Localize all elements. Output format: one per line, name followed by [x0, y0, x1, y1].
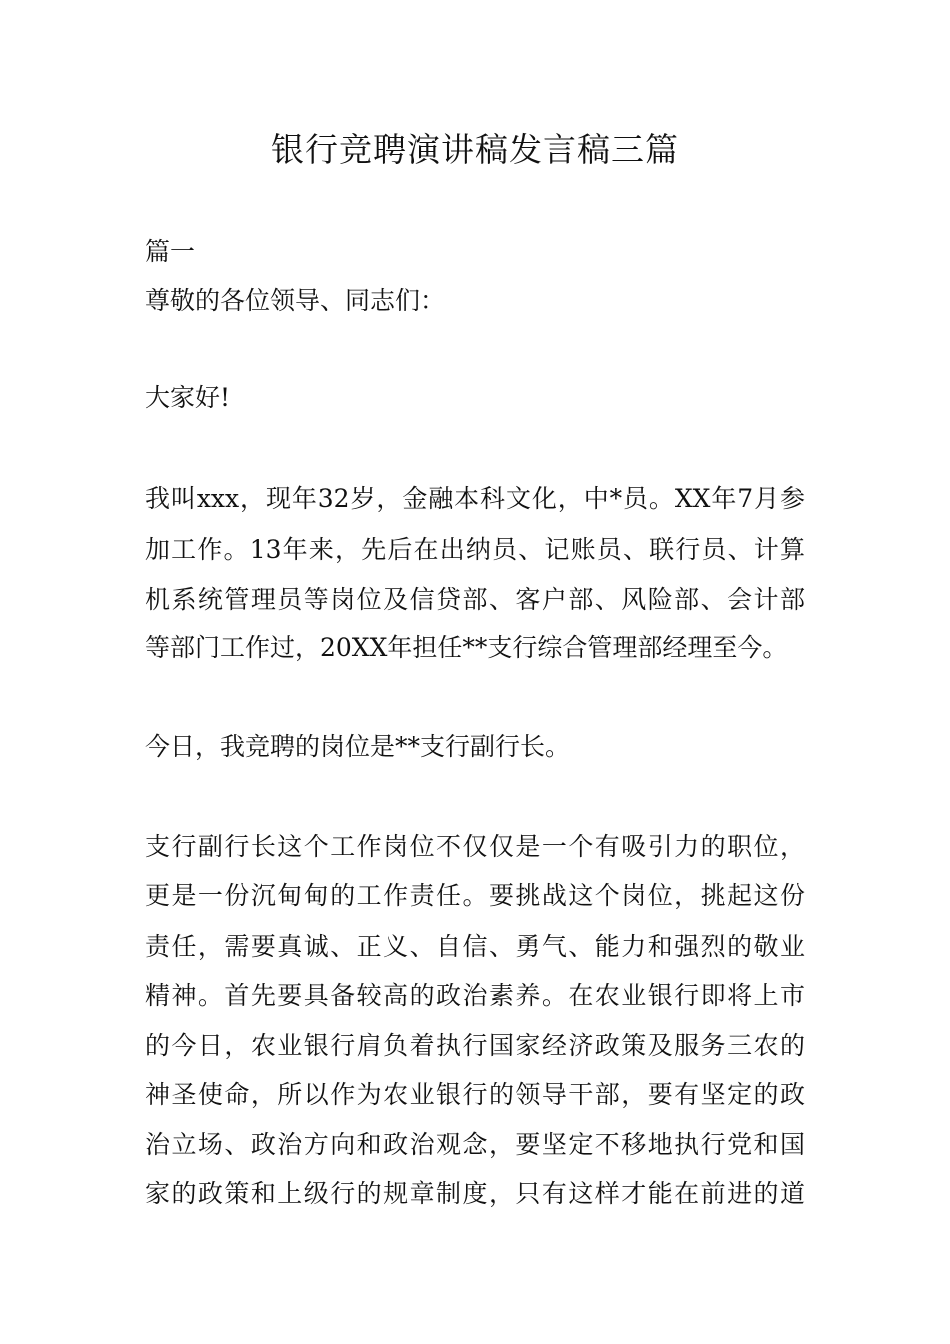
- salutation: 尊敬的各位领导、同志们：: [145, 286, 446, 315]
- paragraph-duty-line: 支行副行长这个工作岗位不仅仅是一个有吸引力的职位，: [145, 832, 805, 861]
- paragraph-intro-line: 加工作。13年来，先后在出纳员、记账员、联行员、计算: [145, 535, 805, 564]
- paragraph-intro-line: 机系统管理员等岗位及信贷部、客户部、风险部、会计部: [145, 585, 805, 614]
- paragraph-position: 今日，我竞聘的岗位是**支行副行长。: [145, 732, 571, 761]
- paragraph-duty-line: 更是一份沉甸甸的工作责任。要挑战这个岗位，挑起这份: [145, 881, 805, 910]
- paragraph-duty-line: 家的政策和上级行的规章制度，只有这样才能在前进的道: [145, 1179, 805, 1208]
- paragraph-duty-line: 责任，需要真诚、正义、自信、勇气、能力和强烈的敬业: [145, 932, 805, 961]
- paragraph-intro-line: 等部门工作过，20XX年担任**支行综合管理部经理至今。: [145, 633, 788, 662]
- paragraph-duty-line: 精神。首先要具备较高的政治素养。在农业银行即将上市: [145, 981, 805, 1010]
- paragraph-intro-line: 我叫xxx，现年32岁，金融本科文化，中*员。XX年7月参: [145, 484, 805, 513]
- document-title: 银行竞聘演讲稿发言稿三篇: [271, 130, 679, 169]
- greeting: 大家好!: [145, 383, 231, 412]
- paragraph-duty-line: 神圣使命，所以作为农业银行的领导干部，要有坚定的政: [145, 1080, 805, 1109]
- section-label: 篇一: [145, 237, 196, 266]
- paragraph-duty-line: 的今日，农业银行肩负着执行国家经济政策及服务三农的: [145, 1031, 805, 1060]
- paragraph-duty-line: 治立场、政治方向和政治观念，要坚定不移地执行党和国: [145, 1130, 805, 1159]
